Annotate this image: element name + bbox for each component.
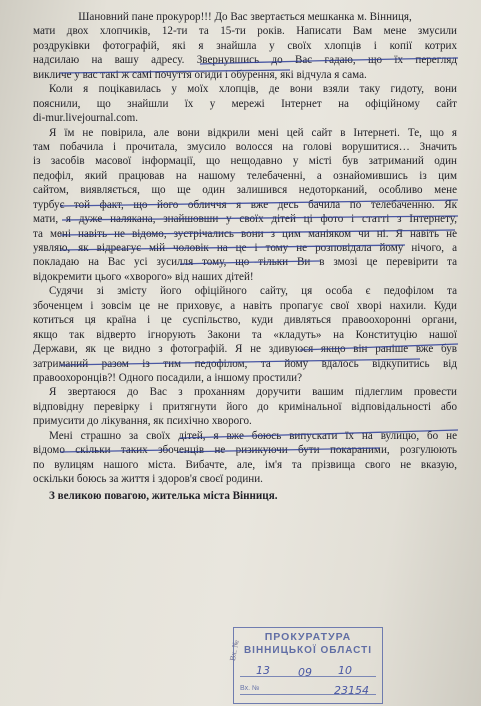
letter-body: [33, 10, 457, 504]
letter-line: там побачила і прочитала, змусило волосся на голові ворушитися… Значить: [33, 140, 457, 153]
letter-line: оскільки боюсь за життя і здоров'я своєї родини.: [33, 473, 263, 485]
letter-line: Коли я поцікавилась у моїх хлопців, де вони взяли таку гидоту, вони: [49, 83, 457, 96]
stamp-title: ПРОКУРАТУРА: [264, 631, 352, 643]
stamp-date-year: 10: [338, 664, 352, 677]
letter-line: затриманий разом із тим педофілом, та йому вдалось відкупитись від: [33, 357, 457, 370]
letter-line: по вулицям нашого міста. Вибачте, але, ім'я та прізвища свого не вказую,: [33, 458, 457, 471]
letter-line: надсилаю на вашу адресу. Звернувшись до Вас гадаю, що їх перегляд: [33, 54, 457, 67]
letter-line: відокремити цього «хворого» від наших дітей!: [33, 270, 254, 283]
stamp-date-month: 09: [298, 666, 312, 679]
letter-line: мати, я дуже налякана, знайшовши у своїх дітей ці фото і статті з Інтернету,: [33, 213, 457, 226]
prosecutor-office-stamp: [233, 627, 383, 704]
letter-line: із засобів масової інформації, що нещодавно у місті був затриманий один: [33, 155, 457, 168]
letter-line: Я їм не повірила, але вони відкрили мені цей сайт в Інтернеті. Те, що я: [49, 126, 457, 139]
stamp-in-number: 23154: [334, 684, 369, 697]
letter-line: Я звертаюся до Вас з проханням доручити вашим підлеглим провести: [49, 386, 457, 399]
letter-line: Судячи зі змісту його офіційного сайту, ця особа є педофілом та: [49, 285, 457, 298]
letter-signature: З великою повагою, жителька міста Вінниця.: [49, 490, 278, 503]
letter-line: та мені навіть не відомо, зустрічались вони з цим маніяком чи ні. Я навіть не: [33, 227, 457, 240]
letter-line: якщо так відверто ігнорують Закони та «кладуть» на Конституцію нашої: [33, 328, 457, 341]
incoming-number-note: Вх. №: [228, 639, 241, 662]
letter-line: котиться ця країна і це суспільство, куди дивляться правоохоронні органи,: [33, 314, 457, 327]
letter-line: мати двох хлопчиків, 12-ти та 15-ти років. Написати Вам мене змусили: [33, 25, 457, 38]
letter-line: відомо скільки таких збоченців не ризикуючи бути покараними, розгулюють: [33, 444, 457, 457]
letter-line: педофіл, який працював на нашому телебаченні, а ознайомившись із цим: [33, 169, 457, 182]
letter-line: Мені страшно за своїх дітей, я вже боюсь випускати їх на вулицю, бо не: [49, 429, 457, 442]
stamp-in-label: Вх. №: [240, 685, 260, 692]
letter-line: di-mur.livejournal.com.: [33, 112, 139, 125]
stamp-date-day: 13: [256, 664, 270, 677]
letter-line: пояснили, що знайшли їх у мережі Інтернет на офіційному сайт: [33, 97, 457, 110]
letter-line: роздруківки фотографій, які я знайшла у своїх хлопців і копії котрих: [33, 39, 457, 52]
letter-line: відповідну перевірку і притягнути його до кримінальної відповідальності або: [33, 400, 457, 413]
letter-line: Держави, як це видно з фотографій. Я не здивуюся якщо він раніше вже був: [33, 343, 457, 356]
letter-line: турбує той факт, що його обличчя я вже десь бачила по телебаченню. Як: [33, 198, 457, 211]
letter-line: покладаю на Вас усі зусилля тому, що тільки Ви в змозі це перевірити та: [33, 256, 457, 269]
letter-line: примусити до лікування, як психічно хворого.: [33, 415, 252, 428]
letter-line: правоохоронців?! Одного посадили, а іншому простили?: [33, 371, 303, 384]
letter-line: уявляю, як відреагує мій чоловік на це і тому не розповідала йому нічого, а: [33, 242, 457, 254]
letter-line: збоченцем і зовсім це не приховує, а навіть пропагує свої хворі нахили. Куди: [33, 299, 457, 312]
letter-line: викличе у вас такі ж самі почуття огиди і обурення, які відчула я сама.: [33, 68, 367, 81]
stamp-subtitle: ВІННИЦЬКОЇ ОБЛАСТІ: [243, 645, 373, 656]
letter-line: сайтом, виявляється, що ще один залишився недоторканий, особливо мене: [33, 184, 457, 197]
letter-line: Шановний пане прокурор!!! До Вас звертається мешканка м. Вінниця,: [78, 11, 412, 23]
